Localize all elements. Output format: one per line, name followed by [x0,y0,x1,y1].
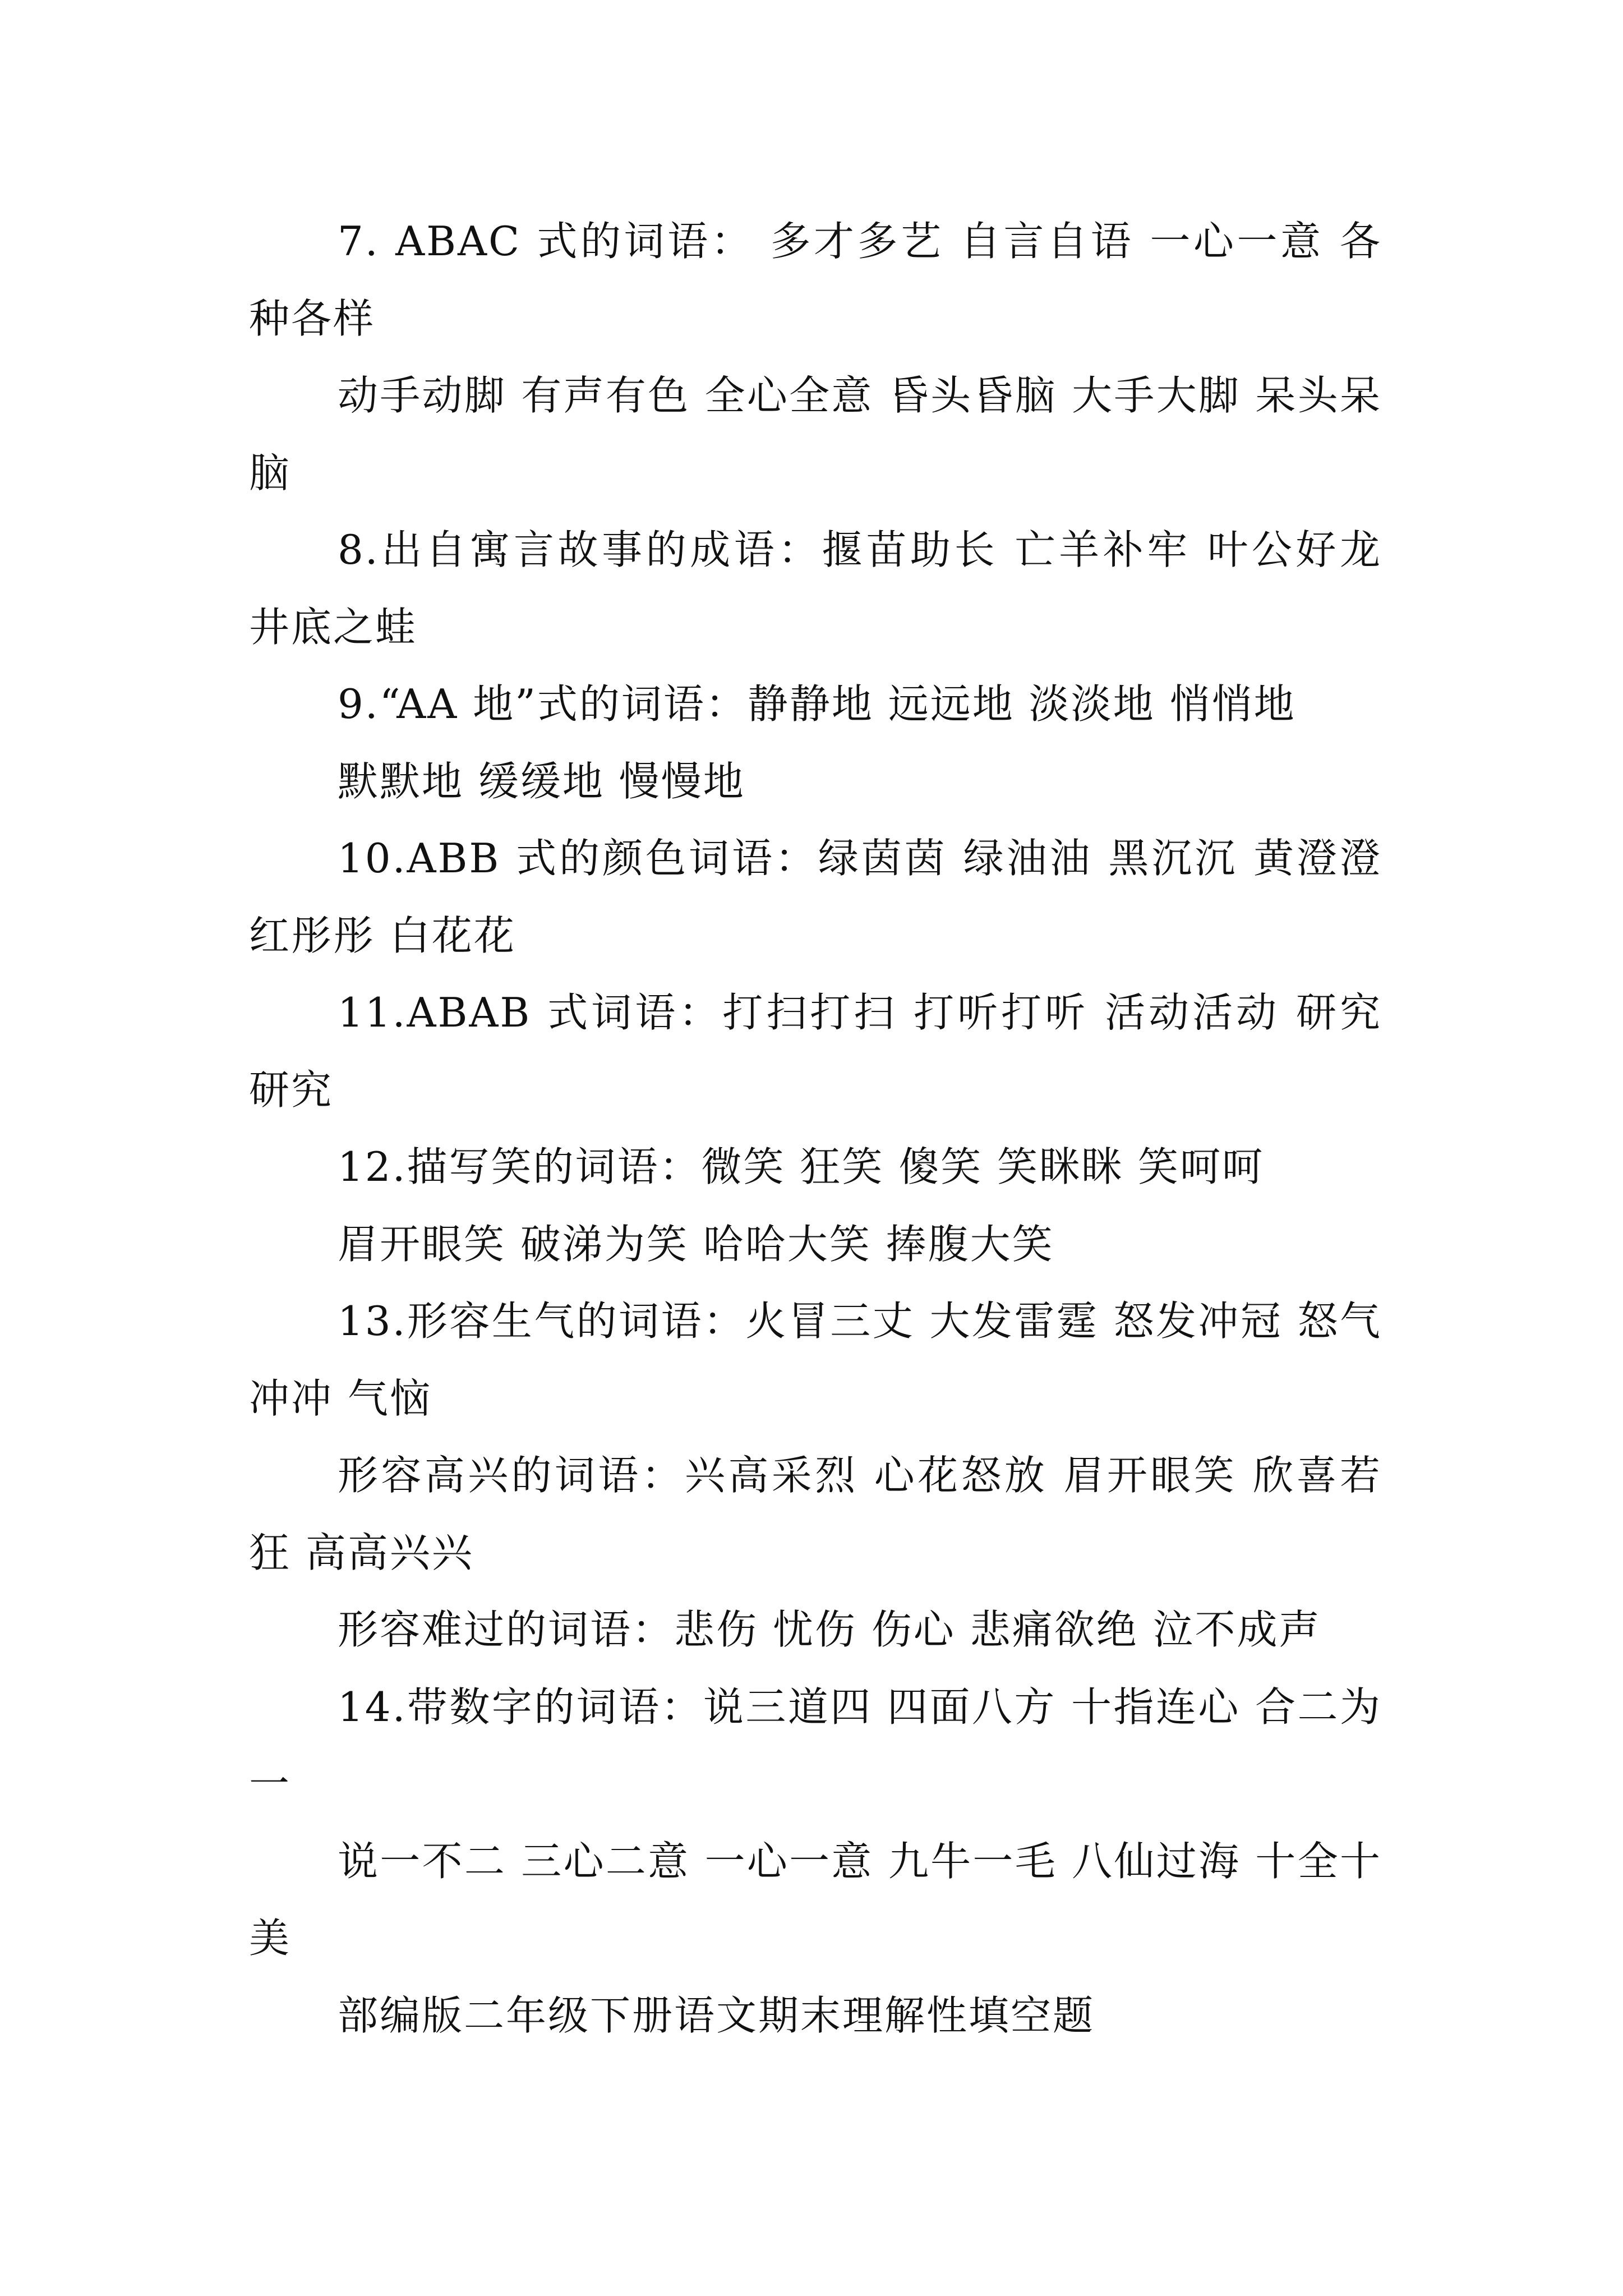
paragraph-happy-words: 形容高兴的词语：兴高采烈 心花怒放 眉开眼笑 欣喜若狂 高高兴兴 [249,1452,1382,1576]
paragraph-number-words-continued: 说一不二 三心二意 一心一意 九牛一毛 八仙过海 十全十美 [249,1837,1382,1962]
paragraph-abab-words: 11.ABAB 式词语：打扫打扫 打听打听 活动活动 研究研究 [249,989,1382,1114]
paragraph-smile-words: 12.描写笑的词语：微笑 狂笑 傻笑 笑眯眯 笑呵呵 [338,1143,1265,1190]
section-heading-fill-in: 部编版二年级下册语文期末理解性填空题 [338,1991,1095,2039]
paragraph-angry-words: 13.形容生气的词语：火冒三丈 大发雷霆 怒发冲冠 怒气冲冲 气恼 [249,1297,1382,1422]
paragraph-aa-de-words: 9.“AA 地”式的词语：静静地 远远地 淡淡地 悄悄地 [338,680,1296,728]
paragraph-fable-idioms: 8.出自寓言故事的成语：揠苗助长 亡羊补牢 叶公好龙 井底之蛙 [249,526,1396,651]
paragraph-aa-de-words-continued: 默默地 缓缓地 慢慢地 [338,757,745,805]
paragraph-smile-words-continued: 眉开眼笑 破涕为笑 哈哈大笑 捧腹大笑 [338,1220,1054,1268]
paragraph-abac-words: 7. ABAC 式的词语： 多才多艺 自言自语 一心一意 各种各样 [249,218,1382,342]
document-body [249,203,1396,2054]
paragraph-abac-words-continued: 动手动脚 有声有色 全心全意 昏头昏脑 大手大脚 呆头呆脑 [249,372,1382,496]
paragraph-sad-words: 形容难过的词语：悲伤 忧伤 伤心 悲痛欲绝 泣不成声 [338,1606,1321,1653]
paragraph-number-words: 14.带数字的词语：说三道四 四面八方 十指连心 合二为一 [249,1683,1382,1807]
paragraph-abb-color-words: 10.ABB 式的颜色词语：绿茵茵 绿油油 黑沉沉 黄澄澄 红彤彤 白花花 [249,835,1396,959]
